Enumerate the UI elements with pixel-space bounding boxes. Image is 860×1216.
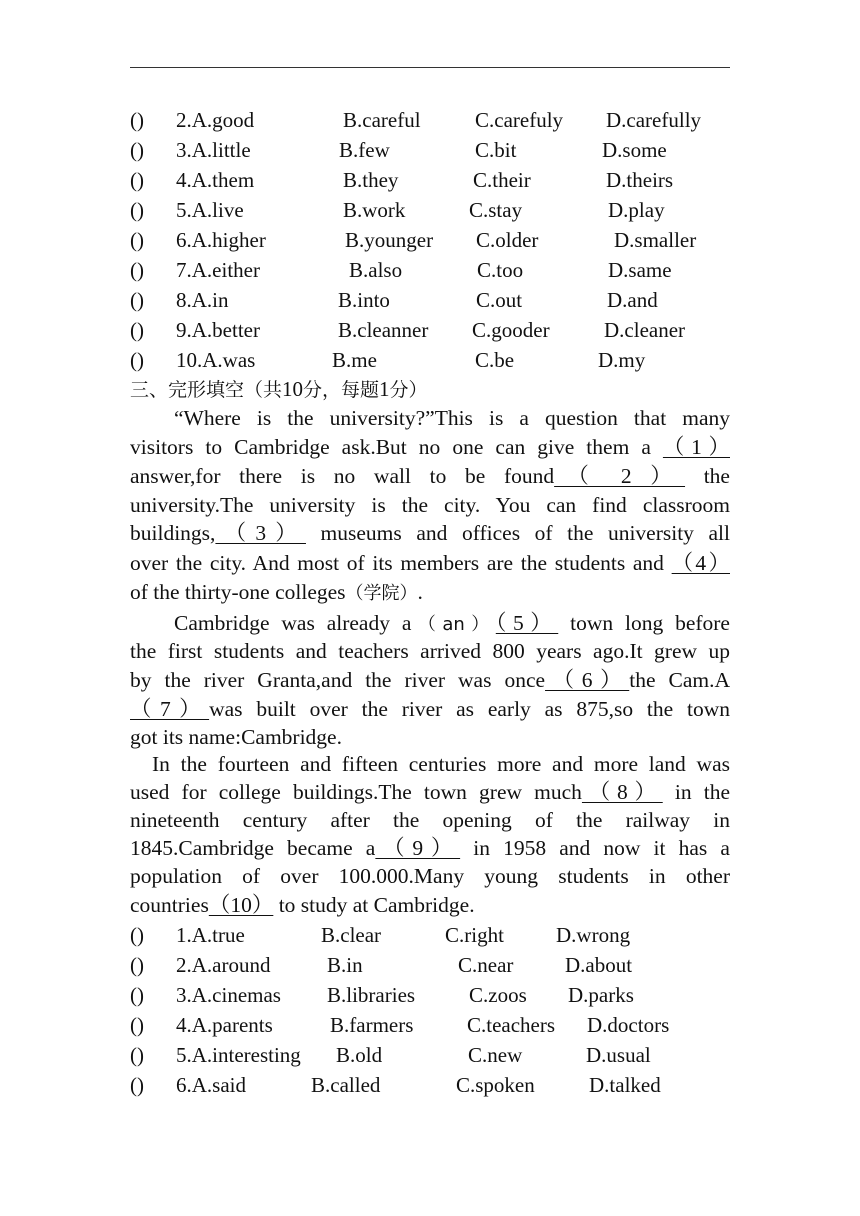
blank-1: （1） — [662, 435, 730, 459]
passage-line — [130, 778, 730, 806]
option-b: B.cleanner — [338, 318, 429, 342]
option-d: D.cleaner — [604, 318, 686, 342]
option-c: C.out — [476, 288, 523, 312]
option-a: 5.A.live — [176, 198, 244, 222]
option-b: B.libraries — [327, 983, 416, 1007]
option-a: 4.A.them — [176, 168, 255, 192]
option-c: C.too — [477, 258, 524, 282]
option-c: C.spoken — [456, 1073, 535, 1097]
passage-text: answer,for there is no wall to be found — [130, 464, 555, 488]
passage-text: used for college buildings.The town grew much — [130, 780, 582, 804]
option-a: 10.A.was — [176, 348, 256, 372]
option-b: B.farmers — [330, 1013, 414, 1037]
blank-4: （4） — [671, 551, 730, 575]
option-c: C.right — [445, 923, 504, 947]
passage-text: in 1958 and now it has a — [460, 836, 730, 860]
passage-text: the first students and teachers arrived 800 years ago.It grew up — [130, 639, 730, 663]
option-b: B.clear — [321, 923, 382, 947]
passage-text: in the — [662, 780, 730, 804]
option-d: D.and — [607, 288, 658, 312]
option-d: D.smaller — [614, 228, 697, 252]
option-a: 9.A.better — [176, 318, 260, 342]
passage-text: nineteenth century after the opening of the railway in — [130, 808, 730, 832]
option-d: D.talked — [589, 1073, 661, 1097]
answer-paren: () — [130, 1073, 144, 1097]
option-c: C.their — [473, 168, 531, 192]
option-a: 5.A.interesting — [176, 1043, 301, 1067]
blank-8: （8） — [581, 780, 663, 804]
option-a: 1.A.true — [176, 923, 245, 947]
passage-line — [130, 433, 730, 461]
option-c: C.near — [458, 953, 514, 977]
option-b: B.also — [349, 258, 403, 282]
passage-line — [152, 750, 730, 778]
answer-paren: () — [130, 228, 144, 252]
option-b: B.careful — [343, 108, 421, 132]
blank-6: （6） — [545, 668, 630, 692]
passage-text: Cambridge was already a — [174, 611, 412, 635]
option-a: 3.A.little — [176, 138, 251, 162]
answer-paren: () — [130, 983, 144, 1007]
answer-paren: () — [130, 1043, 144, 1067]
answer-paren: () — [130, 288, 144, 312]
blank-9: （9） — [375, 836, 461, 860]
passage-line — [130, 637, 730, 665]
answer-paren: () — [130, 138, 144, 162]
option-b: B.me — [332, 348, 377, 372]
option-a: 2.A.good — [176, 108, 255, 132]
passage-line — [130, 462, 730, 490]
passage-text: visitors to Cambridge ask.But no one can give them a — [130, 435, 663, 459]
option-a: 7.A.either — [176, 258, 260, 282]
option-b: B.few — [339, 138, 390, 162]
blank-10: （10） — [208, 893, 274, 917]
answer-paren: () — [130, 953, 144, 977]
passage-line — [130, 578, 730, 608]
option-d: D.doctors — [587, 1013, 670, 1037]
passage-text: countries — [130, 893, 209, 917]
passage-text: （an） — [411, 614, 496, 635]
option-d: D.about — [565, 953, 633, 977]
option-c: C.be — [475, 348, 515, 372]
passage-text: town long before — [558, 611, 730, 635]
option-c: C.stay — [469, 198, 523, 222]
passage-text: （学院） — [345, 583, 418, 604]
passage-line — [130, 695, 730, 723]
title-number: 10 — [282, 377, 304, 401]
option-d: D.usual — [586, 1043, 651, 1067]
passage-text: of the thirty-one colleges — [130, 580, 346, 604]
passage-text: buildings, — [130, 521, 216, 545]
passage-text: got its name:Cambridge. — [130, 725, 342, 749]
option-c: C.older — [476, 228, 539, 252]
passage-text: the — [685, 464, 730, 488]
option-d: D.same — [608, 258, 672, 282]
passage-line — [130, 891, 730, 919]
option-a: 8.A.in — [176, 288, 229, 312]
answer-paren: () — [130, 318, 144, 342]
option-c: C.zoos — [469, 983, 527, 1007]
passage-text: over the city. And most of its members are the students and — [130, 551, 672, 575]
blank-5: （5） — [495, 611, 559, 635]
option-c: C.bit — [475, 138, 517, 162]
answer-paren: () — [130, 168, 144, 192]
passage-text: . — [417, 580, 423, 604]
option-c: C.gooder — [472, 318, 550, 342]
passage-line — [130, 862, 730, 890]
passage-line — [130, 666, 730, 694]
option-c: C.new — [468, 1043, 523, 1067]
answer-paren: () — [130, 923, 144, 947]
option-d: D.some — [602, 138, 667, 162]
option-b: B.called — [311, 1073, 381, 1097]
passage-text: In the fourteen and fifteen centuries more and more land was — [152, 752, 730, 776]
option-d: D.theirs — [606, 168, 674, 192]
title-part: 三、完形填空（共 — [130, 379, 283, 401]
option-b: B.younger — [345, 228, 434, 252]
option-b: B.they — [343, 168, 399, 192]
option-d: D.parks — [568, 983, 634, 1007]
option-a: 2.A.around — [176, 953, 271, 977]
title-part: 分） — [389, 379, 428, 401]
passage-text: to study at Cambridge. — [273, 893, 475, 917]
option-b: B.work — [343, 198, 406, 222]
answer-paren: () — [130, 258, 144, 282]
passage-text: 1845.Cambridge became a — [130, 836, 376, 860]
answer-paren: () — [130, 1013, 144, 1037]
option-d: D.carefully — [606, 108, 702, 132]
option-d: D.wrong — [556, 923, 631, 947]
option-a: 3.A.cinemas — [176, 983, 281, 1007]
passage-line — [174, 404, 730, 432]
passage-line — [130, 723, 730, 751]
answer-paren: () — [130, 348, 144, 372]
passage-line — [130, 806, 730, 834]
option-a: 6.A.said — [176, 1073, 246, 1097]
option-c: C.teachers — [467, 1013, 556, 1037]
passage-line — [174, 609, 730, 639]
blank-3: （3） — [215, 521, 306, 545]
option-b: B.old — [336, 1043, 383, 1067]
blank-7: （7） — [130, 697, 210, 721]
answer-paren: () — [130, 198, 144, 222]
passage-text: museums and offices of the university all — [305, 521, 730, 545]
passage-text: by the river Granta,and the river was once — [130, 668, 546, 692]
passage-line — [130, 491, 730, 519]
passage-text: university.The university is the city. You can find classroom — [130, 493, 730, 517]
passage-text: “Where is the university?”This is a question that many — [174, 406, 730, 430]
passage-line — [130, 834, 730, 862]
header-rule — [130, 67, 730, 68]
option-a: 6.A.higher — [176, 228, 266, 252]
title-part: 分，每题 — [303, 379, 380, 401]
option-a: 4.A.parents — [176, 1013, 273, 1037]
option-b: B.in — [327, 953, 363, 977]
option-d: D.my — [598, 348, 646, 372]
option-c: C.carefuly — [475, 108, 564, 132]
answer-paren: () — [130, 108, 144, 132]
passage-line — [130, 549, 730, 577]
passage-text: was built over the river as early as 875,so the town — [209, 697, 730, 721]
passage-text: population of over 100.000.Many young students in other — [130, 864, 730, 888]
option-b: B.into — [338, 288, 390, 312]
section-title — [130, 374, 428, 405]
passage-text: the Cam.A — [629, 668, 730, 692]
passage-line — [130, 519, 730, 547]
title-number: 1 — [379, 377, 390, 401]
option-d: D.play — [608, 198, 665, 222]
blank-2: （ 2 ） — [554, 464, 686, 488]
